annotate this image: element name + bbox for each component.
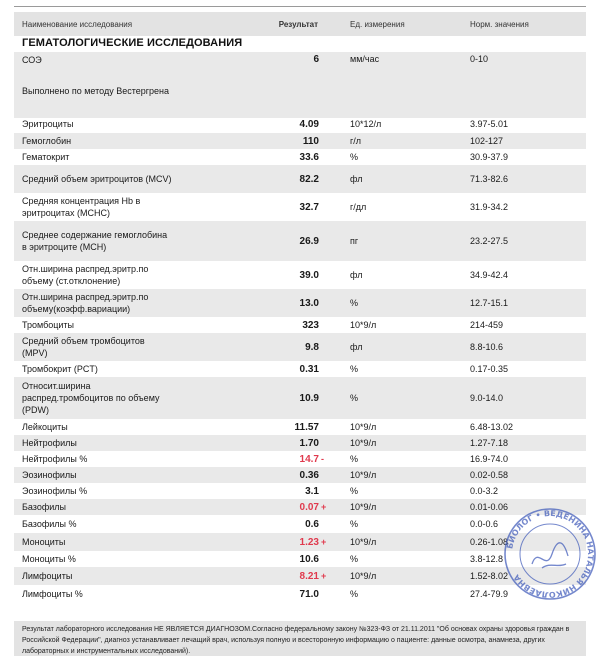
row-flag bbox=[321, 149, 337, 165]
row-unit: % bbox=[350, 298, 359, 308]
row-flag bbox=[321, 435, 337, 451]
row-value: 110 bbox=[302, 135, 319, 147]
row-value: 39.0 bbox=[299, 269, 319, 281]
table-row bbox=[14, 52, 586, 118]
row-name: Базофилы % bbox=[22, 519, 77, 529]
row-unit: 10*9/л bbox=[350, 571, 377, 581]
row-flag bbox=[321, 467, 337, 483]
row-norm: 3.97-5.01 bbox=[470, 119, 509, 129]
row-norm: 9.0-14.0 bbox=[470, 393, 504, 403]
row-name: Лейкоциты bbox=[22, 422, 68, 432]
table-row bbox=[14, 585, 586, 603]
row-unit: 10*9/л bbox=[350, 502, 377, 512]
table-row bbox=[14, 317, 586, 333]
row-name: Отн.ширина распред.эритр.по объему (ст.отклонение) bbox=[22, 264, 149, 286]
row-value: 26.9 bbox=[299, 235, 319, 247]
row-name: Эозинофилы bbox=[22, 470, 77, 480]
lab-report-page bbox=[14, 0, 596, 656]
row-flag bbox=[321, 317, 337, 333]
table-row bbox=[14, 435, 586, 451]
row-unit: пг bbox=[350, 236, 359, 246]
table-row bbox=[14, 567, 586, 585]
row-flag bbox=[321, 377, 337, 419]
row-name: Базофилы bbox=[22, 502, 66, 512]
row-unit: 10*9/л bbox=[350, 470, 377, 480]
row-norm: 27.4-79.9 bbox=[470, 589, 509, 599]
row-unit: % bbox=[350, 454, 359, 464]
table-row bbox=[14, 377, 586, 419]
row-name: Среднее содержание гемоглобина в эритроците (MCH) bbox=[22, 230, 168, 252]
table-row bbox=[14, 165, 586, 193]
row-value: 1.70 bbox=[299, 437, 319, 449]
row-name: Гемоглобин bbox=[22, 136, 72, 146]
row-name: СОЭ bbox=[22, 55, 42, 65]
table-row bbox=[14, 133, 586, 149]
lab-stamp bbox=[502, 506, 598, 602]
row-norm: 31.9-34.2 bbox=[470, 202, 509, 212]
row-flag bbox=[321, 419, 337, 435]
row-name: Эозинофилы % bbox=[22, 486, 88, 496]
table-header bbox=[14, 12, 586, 36]
table-row bbox=[14, 515, 586, 533]
row-value: 323 bbox=[302, 319, 319, 331]
table-row bbox=[14, 149, 586, 165]
esr-method-note: Выполнено по методу Вестергрена bbox=[22, 86, 170, 96]
row-value: 13.0 bbox=[299, 297, 319, 309]
stamp-text: БИОЛОГ • ВЕДЕНИНА НАТАЛЬЯ НИКОЛАЕВНА bbox=[505, 508, 596, 600]
row-norm: 6.48-13.02 bbox=[470, 422, 514, 432]
header-unit: Ед. измерения bbox=[350, 20, 405, 29]
row-value: 9.8 bbox=[305, 341, 319, 353]
table-row bbox=[14, 483, 586, 499]
row-name: Гематокрит bbox=[22, 152, 70, 162]
row-value: 1.23 bbox=[299, 536, 319, 548]
row-flag bbox=[321, 515, 337, 533]
row-norm: 16.9-74.0 bbox=[470, 454, 509, 464]
row-value: 10.6 bbox=[299, 553, 319, 565]
row-flag bbox=[321, 133, 337, 149]
row-flag bbox=[321, 221, 337, 261]
header-name: Наименование исследования bbox=[22, 20, 133, 29]
row-unit: % bbox=[350, 554, 359, 564]
table-row bbox=[14, 533, 586, 551]
row-name: Средний объем эритроцитов (MCV) bbox=[22, 174, 172, 184]
row-unit: фл bbox=[350, 174, 363, 184]
row-unit: 10*12/л bbox=[350, 119, 382, 129]
row-norm: 0.26-1.08 bbox=[470, 537, 509, 547]
row-flag bbox=[321, 193, 337, 221]
row-flag: + bbox=[321, 537, 327, 547]
row-norm: 102-127 bbox=[470, 136, 504, 146]
row-name: Отн.ширина распред.эритр.по объему(коэфф.вариации) bbox=[22, 292, 149, 314]
row-norm: 0.01-0.06 bbox=[470, 502, 509, 512]
row-norm: 71.3-82.6 bbox=[470, 174, 509, 184]
row-flag: - bbox=[321, 454, 324, 464]
row-name: Нейтрофилы % bbox=[22, 454, 88, 464]
row-name: Лимфоциты bbox=[22, 571, 73, 581]
row-unit: % bbox=[350, 519, 359, 529]
row-value: 8.21 bbox=[299, 570, 319, 582]
top-rule bbox=[14, 6, 586, 7]
table-row bbox=[14, 419, 586, 435]
row-value: 6 bbox=[313, 54, 319, 65]
row-value: 10.9 bbox=[299, 392, 319, 404]
row-norm: 34.9-42.4 bbox=[470, 270, 509, 280]
table-row bbox=[14, 361, 586, 377]
row-unit: 10*9/л bbox=[350, 422, 377, 432]
row-value: 33.6 bbox=[299, 151, 319, 163]
row-value: 82.2 bbox=[299, 173, 319, 185]
table-row bbox=[14, 261, 586, 289]
table-row bbox=[14, 333, 586, 361]
row-norm: 12.7-15.1 bbox=[470, 298, 509, 308]
row-unit: 10*9/л bbox=[350, 320, 377, 330]
disclaimer-footer: Результат лабораторного исследования НЕ ЯВЛЯЕТСЯ ДИАГНОЗОМ.Согласно федеральному закону №323-ФЗ от 21.11.2011 "Об основах охраны здоровья граждан в Российской Федерации", диагноз устанавливает лечащий врач, используя полную и всесторонную информацию о пациенте: данные осмотра, анамнеза, других лабораторных и инструментальных исследований). bbox=[14, 621, 586, 656]
row-norm: 0-10 bbox=[470, 54, 489, 64]
row-norm: 23.2-27.5 bbox=[470, 236, 509, 246]
row-flag bbox=[321, 289, 337, 317]
row-name: Средняя концентрация Hb в эритроцитах (MCHC) bbox=[22, 196, 141, 218]
table-row bbox=[14, 551, 586, 567]
row-flag bbox=[321, 551, 337, 567]
signature-scribble bbox=[532, 543, 568, 568]
row-name: Средний объем тромбоцитов (MPV) bbox=[22, 336, 145, 358]
section-title: ГЕМАТОЛОГИЧЕСКИЕ ИССЛЕДОВАНИЯ bbox=[22, 37, 243, 49]
row-unit: % bbox=[350, 486, 359, 496]
row-flag bbox=[321, 165, 337, 193]
row-value: 0.36 bbox=[299, 469, 319, 481]
table-row bbox=[14, 499, 586, 515]
row-name: Тромбокрит (PCT) bbox=[22, 364, 98, 374]
row-norm: 0.0-0.6 bbox=[470, 519, 499, 529]
table-row bbox=[14, 289, 586, 317]
row-flag bbox=[321, 261, 337, 289]
row-norm: 214-459 bbox=[470, 320, 504, 330]
row-value: 3.1 bbox=[305, 485, 319, 497]
row-unit: 10*9/л bbox=[350, 438, 377, 448]
row-flag bbox=[321, 116, 337, 132]
table-row bbox=[14, 193, 586, 221]
row-norm: 8.8-10.6 bbox=[470, 342, 504, 352]
row-norm: 3.8-12.8 bbox=[470, 554, 504, 564]
row-name: Тромбоциты bbox=[22, 320, 75, 330]
table-row bbox=[14, 467, 586, 483]
row-value: 71.0 bbox=[299, 588, 319, 600]
row-unit: фл bbox=[350, 270, 363, 280]
row-name: Нейтрофилы bbox=[22, 438, 77, 448]
table-row bbox=[14, 221, 586, 261]
row-unit: мм/час bbox=[350, 54, 380, 64]
row-name: Эритроциты bbox=[22, 119, 74, 129]
table-row bbox=[14, 451, 586, 467]
row-name: Моноциты bbox=[22, 537, 66, 547]
stamp-inner-ring bbox=[520, 524, 580, 584]
row-name: Лимфоциты % bbox=[22, 589, 83, 599]
row-name: Относит.ширина распред.тромбоцитов по объему (PDW) bbox=[22, 381, 160, 415]
row-unit: % bbox=[350, 364, 359, 374]
row-flag bbox=[321, 361, 337, 377]
row-flag bbox=[321, 585, 337, 603]
row-value: 11.57 bbox=[294, 421, 319, 433]
row-unit: % bbox=[350, 393, 359, 403]
header-norm: Норм. значения bbox=[470, 20, 529, 29]
row-value: 0.6 bbox=[305, 518, 319, 530]
row-norm: 0.0-3.2 bbox=[470, 486, 499, 496]
row-value: 0.31 bbox=[299, 363, 319, 375]
header-result: Результат bbox=[278, 20, 318, 29]
row-name: Моноциты % bbox=[22, 554, 76, 564]
row-value: 32.7 bbox=[299, 201, 319, 213]
row-flag: + bbox=[321, 571, 327, 581]
row-unit: г/дл bbox=[350, 202, 367, 212]
row-norm: 1.27-7.18 bbox=[470, 438, 509, 448]
row-flag: + bbox=[321, 502, 327, 512]
row-flag bbox=[321, 52, 337, 118]
row-value: 4.09 bbox=[299, 118, 319, 130]
row-unit: % bbox=[350, 589, 359, 599]
row-value: 14.7 bbox=[299, 453, 319, 465]
row-norm: 0.17-0.35 bbox=[470, 364, 509, 374]
row-norm: 1.52-8.02 bbox=[470, 571, 509, 581]
row-norm: 30.9-37.9 bbox=[470, 152, 509, 162]
row-unit: фл bbox=[350, 342, 363, 352]
row-norm: 0.02-0.58 bbox=[470, 470, 509, 480]
row-unit: г/л bbox=[350, 136, 362, 146]
row-value: 0.07 bbox=[299, 501, 319, 513]
row-unit: 10*9/л bbox=[350, 537, 377, 547]
row-unit: % bbox=[350, 152, 359, 162]
row-flag bbox=[321, 483, 337, 499]
row-flag bbox=[321, 333, 337, 361]
table-row bbox=[14, 116, 586, 132]
